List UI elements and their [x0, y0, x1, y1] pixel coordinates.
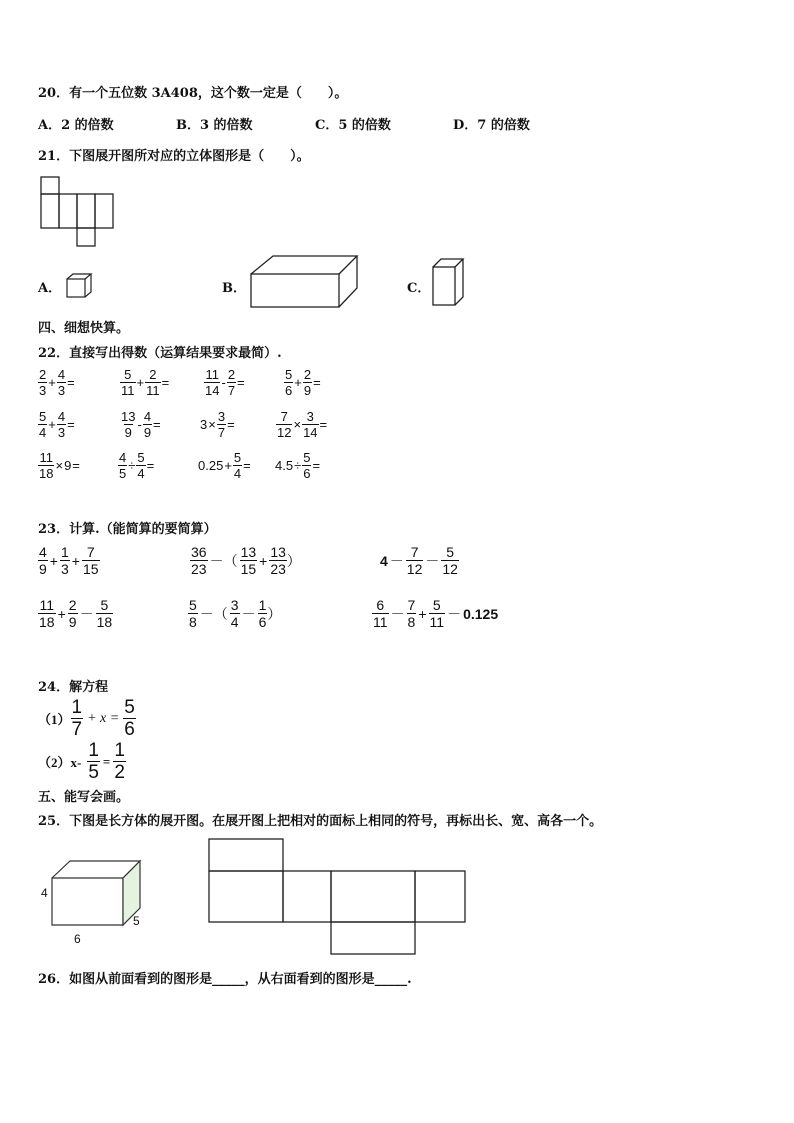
q23-expression-5: $\frac{5}{8}$ －（ $\frac{3}{4}$ － $\frac{1}{6}$ ） [189, 597, 282, 630]
q23-expression-3: 4 － $\frac{7}{12}$ － $\frac{5}{12}$ [380, 544, 458, 577]
q20-option-c: C．5 的倍数 [315, 118, 391, 133]
q21-option-b-label: B． [222, 281, 246, 296]
q20-option-a: A．2 的倍数 [38, 118, 114, 133]
fraction: $\frac{4}{9}$ [39, 544, 47, 577]
q26-stem: 26．如图从前面看到的图形是_____，从右面看到的图形是_____. [38, 972, 412, 987]
q22-item-4: $\frac{5}{6}$ + $\frac{2}{9}$ = [285, 367, 321, 398]
q23-expression-1: $\frac{4}{9}$ + $\frac{1}{3}$ + $\frac{7}{15}$ [39, 544, 99, 577]
cuboid-net-figure [208, 838, 470, 956]
fraction: $\frac{4}{9}$ [143, 409, 152, 440]
q22-item-7: 3 × $\frac{3}{7}$ = [200, 409, 235, 440]
fraction: $\frac{1}{2}$ [114, 740, 125, 783]
q20-stem: 20．有一个五位数 3A408，这个数一定是（ ）。 [38, 86, 348, 101]
q22-item-2: $\frac{5}{11}$ + $\frac{2}{11}$ = [121, 367, 170, 398]
flat-cuboid-icon [248, 252, 360, 310]
cuboid-figure [40, 858, 150, 948]
q20-option-d: D．7 的倍数 [453, 118, 530, 133]
fraction: $\frac{7}{12}$ [277, 409, 292, 440]
fraction: $\frac{5}{4}$ [137, 450, 145, 481]
fraction: $\frac{4}{3}$ [57, 367, 66, 398]
fraction: $\frac{2}{9}$ [68, 597, 77, 630]
q22-item-1: $\frac{2}{3}$ + $\frac{4}{3}$ = [39, 367, 75, 398]
q20-option-b: B．3 的倍数 [176, 118, 253, 133]
fraction: $\frac{11}{18}$ [39, 450, 54, 481]
fraction: $\frac{36}{23}$ [191, 544, 207, 577]
fraction: $\frac{1}{5}$ [88, 740, 99, 783]
fraction: $\frac{2}{3}$ [39, 367, 47, 398]
fraction: $\frac{2}{9}$ [303, 367, 312, 398]
fraction: $\frac{5}{4}$ [233, 450, 242, 481]
q22-item-12: 4.5 ÷ $\frac{5}{6}$ = [275, 450, 321, 481]
fraction: $\frac{5}{8}$ [189, 597, 197, 630]
fraction: $\frac{6}{11}$ [373, 597, 388, 630]
fraction: $\frac{3}{4}$ [230, 597, 239, 630]
fraction: $\frac{5}{6}$ [124, 697, 135, 740]
q23-expression-4: $\frac{11}{18}$ + $\frac{2}{9}$ － $\frac{5}{18}$ [39, 597, 113, 630]
fraction: $\frac{1}{3}$ [60, 544, 69, 577]
cuboid-length-label: 6 [74, 932, 81, 946]
fraction: $\frac{5}{11}$ [429, 597, 445, 630]
fraction: $\frac{4}{5}$ [119, 450, 127, 481]
fraction: $\frac{13}{23}$ [270, 544, 286, 577]
section-5-heading: 五、能写会画。 [38, 790, 130, 805]
fraction: $\frac{13}{9}$ [121, 409, 136, 440]
fraction: $\frac{1}{7}$ [71, 697, 83, 740]
q22-item-6: $\frac{13}{9}$ - $\frac{4}{9}$ = [121, 409, 161, 440]
fraction: $\frac{13}{15}$ [240, 544, 257, 577]
q21-stem: 21．下图展开图所对应的立体图形是（ ）。 [38, 149, 310, 164]
q22-stem: 22．直接写出得数（运算结果要求最简）. [38, 346, 282, 361]
q23-expression-2: $\frac{36}{23}$ －（ $\frac{13}{15}$ + $\frac{13}{23}$ ） [191, 544, 301, 577]
fraction: $\frac{3}{14}$ [303, 409, 318, 440]
fraction: $\frac{2}{7}$ [227, 367, 236, 398]
q24-stem: 24．解方程 [38, 680, 109, 695]
fraction: $\frac{7}{8}$ [407, 597, 416, 630]
fraction: $\frac{11}{14}$ [205, 367, 220, 398]
section-4-heading: 四、细想快算。 [38, 321, 130, 336]
q22-item-8: $\frac{7}{12}$ × $\frac{3}{14}$ = [277, 409, 328, 440]
q21-option-a-label: A． [38, 281, 62, 296]
fraction: $\frac{5}{4}$ [39, 409, 47, 440]
fraction: $\frac{5}{6}$ [303, 450, 311, 481]
tall-cuboid-icon [431, 257, 467, 307]
q22-item-10: $\frac{4}{5}$ ÷ $\frac{5}{4}$ = [119, 450, 155, 481]
q24-equation-1: （1） $\frac{1}{7}$ + x = $\frac{5}{6}$ [38, 697, 135, 740]
cuboid-height-label: 4 [41, 886, 48, 900]
fraction: $\frac{3}{7}$ [217, 409, 226, 440]
small-cube-icon [66, 273, 94, 299]
q22-item-5: $\frac{5}{4}$ + $\frac{4}{3}$ = [39, 409, 75, 440]
fraction: $\frac{5}{12}$ [442, 544, 458, 577]
fraction: $\frac{7}{15}$ [82, 544, 99, 577]
cube-net-figure [40, 176, 120, 248]
fraction: $\frac{2}{11}$ [146, 367, 160, 398]
q23-stem: 23．计算.（能简算的要简算） [38, 522, 217, 537]
fraction: $\frac{4}{3}$ [57, 409, 66, 440]
fraction: $\frac{5}{18}$ [96, 597, 113, 630]
q22-item-11: 0.25 + $\frac{5}{4}$ = [198, 450, 251, 481]
q22-item-3: $\frac{11}{14}$ - $\frac{2}{7}$ = [205, 367, 245, 398]
q23-expression-6: $\frac{6}{11}$ － $\frac{7}{8}$ + $\frac{5}{11}$ － 0.125 [373, 597, 499, 630]
q24-equation-2: （2）x- $\frac{1}{5}$ = $\frac{1}{2}$ [38, 740, 125, 783]
fraction: $\frac{11}{18}$ [39, 597, 55, 630]
fraction: $\frac{1}{6}$ [258, 597, 267, 630]
fraction: $\frac{5}{11}$ [121, 367, 135, 398]
q22-item-9: $\frac{11}{18}$ × 9 = [39, 450, 80, 481]
q25-stem: 25．下图是长方体的展开图。在展开图上把相对的面标上相同的符号，再标出长、宽、高各一个。 [38, 814, 603, 829]
q21-option-c-label: C． [407, 281, 431, 296]
fraction: $\frac{5}{6}$ [285, 367, 293, 398]
cuboid-width-label: 5 [133, 914, 140, 928]
fraction: $\frac{7}{12}$ [406, 544, 423, 577]
